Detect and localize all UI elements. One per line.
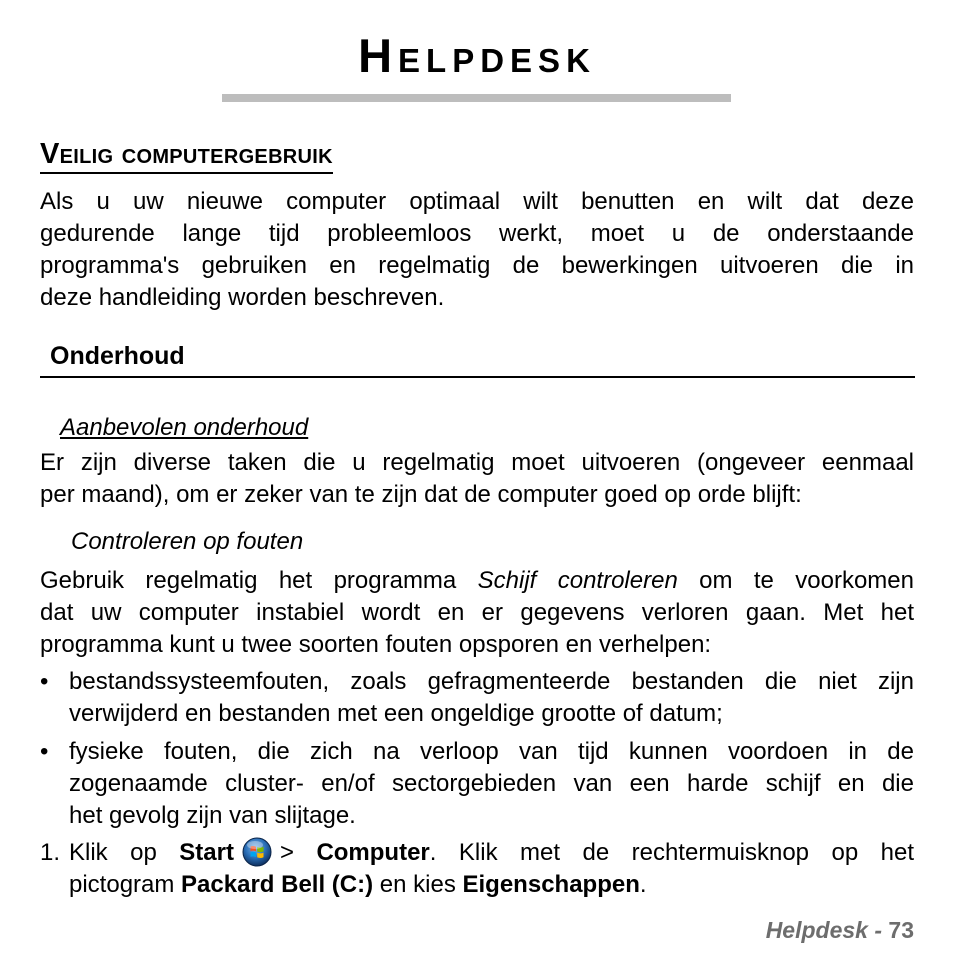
start-label: Start [179, 839, 234, 866]
step-line [69, 869, 914, 901]
bullet-line: bestandssysteemfouten, zoals gefragmenteerde bestanden die niet zijn [69, 668, 914, 695]
intro-line: deze handleiding worden beschreven. [40, 284, 445, 311]
title-underline-rule [222, 94, 731, 102]
properties-label: Eigenschappen [462, 871, 640, 898]
drive-label: Packard Bell (C:) [181, 871, 374, 898]
intro-paragraph [40, 186, 914, 314]
bullet-line: verwijderd en bestanden met een ongeldige grootte of datum; [69, 700, 723, 727]
bullet-marker: • [40, 738, 49, 765]
step-text: en kies [373, 871, 463, 898]
footer-label: Helpdesk - [765, 917, 883, 943]
error-check-title: Controleren op fouten [71, 528, 304, 555]
step-line [69, 837, 914, 869]
bullet-line: het gevolg zijn van slijtage. [69, 802, 356, 829]
bullet-line: zogenaamde cluster- en/of sectorgebieden van een harde schijf en die [69, 770, 914, 797]
subsection-title: Onderhoud [50, 342, 185, 370]
step-text: pictogram [69, 871, 182, 898]
step-item [69, 837, 914, 901]
maintenance-line: Er zijn diverse taken die u regelmatig moet uitvoeren (ongeveer eenmaal [40, 449, 914, 476]
program-name: Schijf controleren [477, 567, 678, 594]
maintenance-line: per maand), om er zeker van te zijn dat de computer goed op orde blijft: [40, 481, 802, 508]
error-check-text: Gebruik regelmatig het programma [40, 567, 478, 594]
intro-line: gedurende lange tijd probleemloos werkt, moet u de onderstaande [40, 220, 914, 247]
page-footer [766, 914, 914, 946]
step-number: 1. [40, 839, 61, 866]
section-title: Veilig computergebruik [40, 136, 333, 174]
step-text: Klik op [69, 839, 157, 866]
intro-line: programma's gebruiken en regelmatig de bewerkingen uitvoeren die in [40, 252, 914, 279]
bullet-item [69, 666, 914, 730]
error-check-paragraph [40, 565, 914, 661]
error-check-line: programma kunt u twee soorten fouten opsporen en verhelpen: [40, 631, 712, 658]
bullet-item [69, 736, 914, 832]
error-check-text: om te voorkomen [677, 567, 914, 594]
bullet-line: fysieke fouten, die zich na verloop van tijd kunnen voordoen in de [69, 738, 914, 765]
error-check-line [40, 565, 914, 597]
bullet-marker: • [40, 668, 49, 695]
windows-start-orb-icon [242, 837, 272, 867]
error-check-line: dat uw computer instabiel wordt en er gegevens verloren gaan. Met het [40, 599, 914, 626]
sub-subsection-title: Aanbevolen onderhoud [60, 414, 309, 441]
page-number: 73 [888, 917, 914, 943]
subsection-rule [40, 376, 915, 378]
step-text: . Klik met de rechtermuisknop op het [429, 839, 914, 866]
intro-line: Als u uw nieuwe computer optimaal wilt benutten en wilt dat deze [40, 188, 914, 215]
step-separator: > [279, 839, 294, 866]
page-title: Helpdesk [358, 29, 596, 82]
maintenance-paragraph [40, 447, 914, 511]
step-text: . [639, 871, 647, 898]
computer-label: Computer [316, 839, 430, 866]
